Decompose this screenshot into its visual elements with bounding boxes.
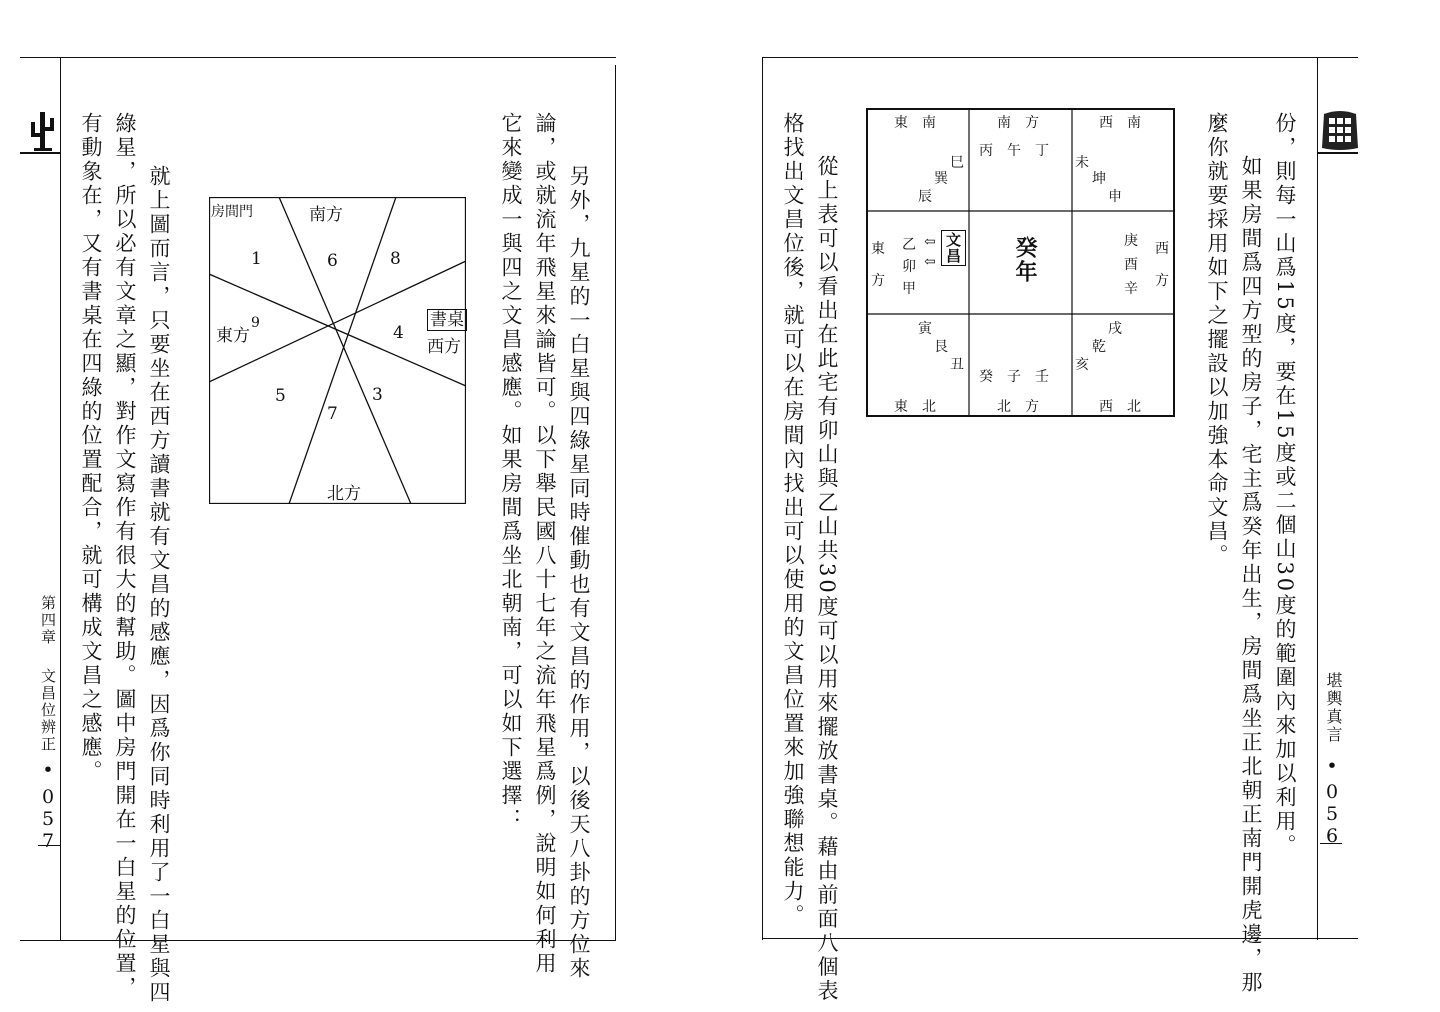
right-inner-vertical-rule (1317, 57, 1318, 940)
desk-label: 書桌 (427, 309, 467, 331)
right-book-title: 堪輿真言 (1324, 672, 1343, 744)
east-label: 東方 (216, 326, 250, 346)
star-sector-diagram (209, 197, 466, 504)
sector-number-3: 3 (372, 385, 383, 405)
n-footer: 北 方 (997, 399, 1039, 415)
left-footer-dot: • (42, 759, 54, 781)
wenchang-box: 文昌 (941, 230, 966, 266)
sector-number-9: 9 (251, 315, 260, 331)
right-top-rule (762, 57, 1358, 58)
left-header-rule (20, 152, 60, 154)
right-page-digit-3: 6 (1325, 825, 1339, 847)
right-para-col2: 如果房間爲四方型的房子，宅主爲癸年出生，房間爲坐正北朝正南門開虎邊，那 (1239, 155, 1263, 995)
ne-item-gen: 艮 (934, 339, 948, 355)
sw-item-kun: 坤 (1092, 171, 1106, 187)
left-bottom-rule (20, 940, 616, 941)
sector-number-5: 5 (275, 386, 286, 406)
ne-footer: 東 北 (894, 399, 936, 415)
se-item-si: 巳 (950, 155, 964, 171)
left-para2-col3: 有動象在，又有書桌在四綠的位置配合，就可構成文昌之感應。 (79, 112, 103, 784)
left-page-digit-1: 0 (41, 786, 55, 808)
right-para-col1: 份，則每一山爲15度，要在15度或二個山30度的範圍內來加以利用。 (1273, 112, 1297, 859)
sector-number-1: 1 (251, 249, 262, 269)
sector-number-7: 7 (327, 404, 338, 424)
w-item-you: 酉 (1124, 257, 1138, 273)
right-bottom-rule (762, 938, 1358, 939)
west-side-label-1: 西 (1155, 241, 1169, 257)
right-footer-dot: • (1326, 755, 1338, 777)
se-header: 東 南 (894, 115, 936, 131)
left-page-digit-3: 7 (41, 830, 55, 852)
left-chapter-title: 文昌位辨正 (39, 668, 57, 753)
nw-item-qian: 乾 (1092, 339, 1106, 355)
cactus-icon (28, 108, 58, 152)
e-item-mao: 卯 (902, 259, 916, 275)
sw-item-wei: 未 (1075, 155, 1089, 171)
nw-item-xu: 戌 (1108, 321, 1122, 337)
right-page-digit-1: 0 (1325, 781, 1339, 803)
west-label: 西方 (427, 337, 461, 357)
sector-number-4: 4 (393, 323, 404, 343)
south-label: 南方 (309, 205, 343, 225)
ne-item-chou: 丑 (950, 357, 964, 373)
w-item-xin: 辛 (1124, 281, 1138, 297)
n-items: 癸 子 壬 (979, 369, 1049, 385)
left-para2-col1: 就上圖而言，只要坐在西方讀書就有文昌的感應，因爲你同時利用了一白星與四 (147, 165, 171, 1005)
west-side-label-2: 方 (1155, 273, 1169, 289)
left-inner-vertical-rule (60, 57, 61, 940)
left-para1-col2: 論，或就流年飛星來論皆可。以下舉民國八十七年之流年飛星爲例，說明如何利用 (533, 112, 557, 976)
sw-item-shen: 申 (1108, 189, 1122, 205)
sector-number-6: 6 (327, 251, 338, 271)
seal-ornament-icon (1320, 108, 1360, 152)
right-left-vertical-rule (762, 57, 763, 940)
north-label: 北方 (327, 484, 361, 504)
left-para1-col3: 它來變成一與四之文昌感應。如果房間爲坐北朝南，可以如下選擇： (499, 112, 523, 832)
se-item-xun: 巽 (934, 171, 948, 187)
east-side-label-2: 方 (871, 273, 885, 289)
w-item-geng: 庚 (1124, 233, 1138, 249)
right-header-rule (1317, 152, 1358, 154)
left-top-rule (20, 57, 616, 58)
left-page-digit-2: 5 (41, 808, 55, 830)
e-item-jia: 甲 (902, 281, 916, 297)
left-para2-col2: 綠星，所以必有文章之顯，對作文寫作有很大的幫助。圖中房門開在一白星的位置， (113, 112, 137, 1000)
arrow-icon-1: ⇦ (924, 234, 936, 250)
right-bottom-col2: 格找出文昌位後，就可以在房間內找出可以使用的文昌位置來加強聯想能力。 (781, 112, 805, 928)
sw-header: 西 南 (1099, 115, 1141, 131)
direction-grid (866, 108, 1175, 417)
nw-item-hai: 亥 (1075, 357, 1089, 373)
arrow-icon-2: ⇦ (924, 254, 936, 270)
right-para-col3: 麼你就要採用如下之擺設以加強本命文昌。 (1205, 112, 1229, 568)
s-header: 南 方 (997, 115, 1039, 131)
right-bottom-col1: 從上表可以看出在此宅有卯山與乙山共30度可以用來擺放書桌。藉由前面八個表 (815, 155, 839, 1004)
left-outer-vertical-rule (615, 65, 616, 940)
nw-footer: 西 北 (1099, 399, 1141, 415)
east-side-label-1: 東 (871, 241, 885, 257)
left-para1-col1: 另外，九星的一白星與四綠星同時催動也有文昌的作用，以後天八卦的方位來 (567, 165, 591, 981)
center-year-label: 癸年 (1012, 236, 1038, 284)
s-items: 丙 午 丁 (979, 143, 1049, 159)
e-item-yi: 乙 (902, 237, 916, 253)
sector-number-8: 8 (390, 249, 401, 269)
se-item-chen: 辰 (918, 189, 932, 205)
right-page-digit-2: 5 (1325, 803, 1339, 825)
door-label: 房間門 (211, 204, 253, 220)
ne-item-yin: 寅 (918, 321, 932, 337)
left-chapter-label: 第四章 (39, 595, 57, 646)
